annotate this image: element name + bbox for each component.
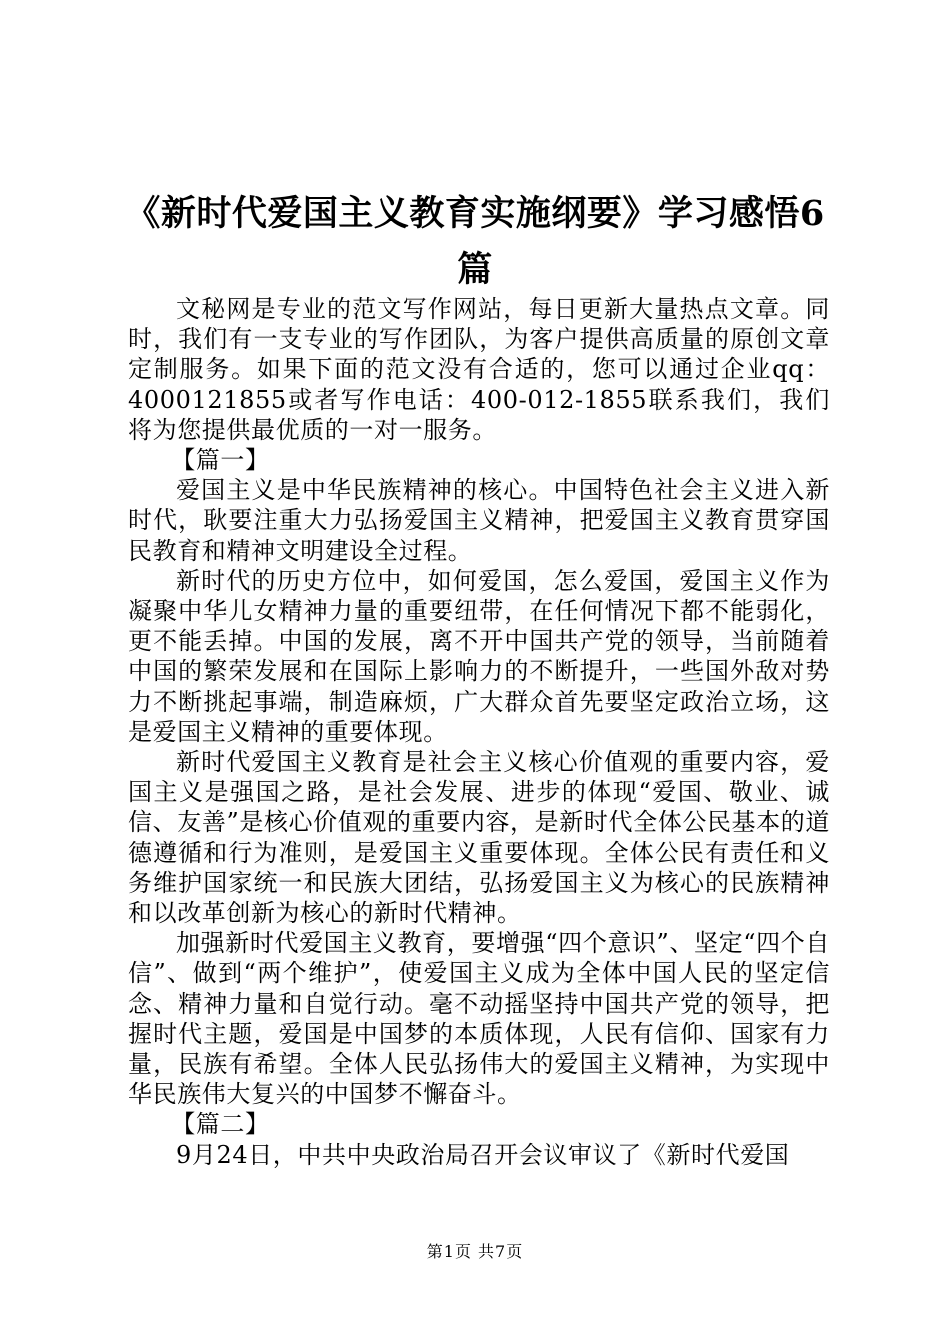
paragraph: 爱国主义是中华民族精神的核心。中国特色社会主义进入新时代，耿要注重大力弘扬爱国主义精神，把爱国主义教育贯穿国民教育和精神文明建设全过程。 (128, 476, 830, 565)
intro-paragraph: 文秘网是专业的范文写作网站，每日更新大量热点文章。同时，我们有一支专业的写作团队，为客户提供高质量的原创文章定制服务。如果下面的范文没有合适的，您可以通过企业qq：4000121855或者写作电话：400-012-1855联系我们，我们将为您提供最优质的一对一服务。 (128, 295, 830, 444)
section-heading-2: 【篇二】 (171, 1110, 270, 1139)
paragraph: 加强新时代爱国主义教育，要增强“四个意识”、坚定“四个自信”、做到“两个维护”，使爱国主义成为全体中国人民的坚定信念、精神力量和自觉行动。毫不动摇坚持中国共产党的领导，把握时代主题，爱国是中国梦的本质体现，人民有信仰、国家有力量，民族有希望。全体人民弘扬伟大的爱国主义精神，为实现中华民族伟大复兴的中国梦不懈奋斗。 (128, 929, 830, 1109)
section-heading-1: 【篇一】 (171, 446, 270, 475)
document-body (128, 294, 830, 1170)
paragraph: 新时代的历史方位中，如何爱国，怎么爱国，爱国主义作为凝聚中华儿女精神力量的重要纽带，在任何情况下都不能弱化，更不能丢掉。中国的发展，离不开中国共产党的领导，当前随着中国的繁荣发展和在国际上影响力的不断提升，一些国外敌对势力不断挑起事端，制造麻烦，广大群众首先要坚定政治立场，这是爱国主义精神的重要体现。 (128, 566, 830, 746)
paragraph: 新时代爱国主义教育是社会主义核心价值观的重要内容，爱国主义是强国之路，是社会发展、进步的体现“爱国、敬业、诚信、友善”是核心价值观的重要内容，是新时代全体公民基本的道德遵循和行为准则，是爱国主义重要体现。全体公民有责任和义务维护国家统一和民族大团结，弘扬爱国主义为核心的民族精神和以改革创新为核心的新时代精神。 (128, 748, 830, 928)
document-title: 《新时代爱国主义教育实施纲要》学习感悟6篇 (125, 193, 825, 290)
page-number-footer: 第1页 共7页 (426, 1242, 524, 1261)
paragraph: 9月24日，中共中央政治局召开会议审议了《新时代爱国 (176, 1140, 790, 1169)
